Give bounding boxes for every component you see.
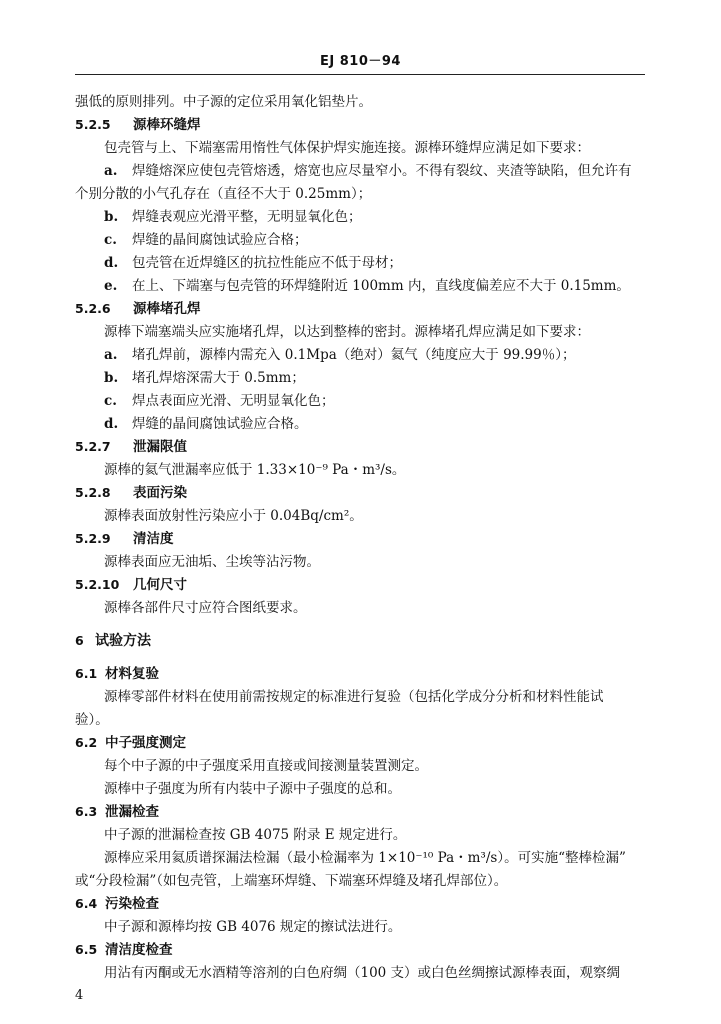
section-title: 表面污染 bbox=[133, 485, 187, 501]
list-text: 焊缝熔深应使包壳管熔透，熔宽也应尽量窄小。不得有裂纹、夹渣等缺陷，但允许有 bbox=[132, 163, 632, 179]
paragraph-line: 或“分段检漏”（如包壳管，上端塞环焊缝、下端塞环焊缝及堵孔焊部位）。 bbox=[75, 873, 508, 889]
list-text: 在上、下端塞与包壳管的环焊缝附近 100mm 内，直线度偏差应不大于 0.15mm。 bbox=[132, 278, 630, 294]
section-number: 5.2.9 bbox=[75, 531, 111, 546]
section-title: 源棒环缝焊 bbox=[133, 117, 201, 133]
list-marker: b. bbox=[104, 370, 119, 386]
paragraph-line: 源棒的氦气泄漏率应低于 1.33×10⁻⁹ Pa・m³/s。 bbox=[104, 462, 406, 478]
heading-5-2-10 bbox=[75, 574, 650, 596]
paragraph-line: 中子源的泄漏检查按 GB 4075 附录 E 规定进行。 bbox=[104, 827, 407, 843]
paragraph-line: 源棒应采用氦质谱探漏法检漏（最小检漏率为 1×10⁻¹⁰ Pa・m³/s）。可实施“整棒检漏” bbox=[104, 850, 626, 866]
section-number: 6.1 bbox=[75, 666, 98, 681]
list-item bbox=[104, 390, 650, 412]
paragraph-line: 源棒表面放射性污染应小于 0.04Bq/cm²。 bbox=[104, 508, 363, 524]
list-item bbox=[104, 367, 650, 389]
section-title: 泄漏限值 bbox=[133, 439, 187, 455]
section-title: 源棒堵孔焊 bbox=[133, 301, 201, 317]
heading-5-2-9 bbox=[75, 528, 650, 550]
list-marker: c. bbox=[104, 393, 117, 409]
page-number: 4 bbox=[75, 988, 84, 1003]
list-marker: a. bbox=[104, 163, 118, 179]
list-item bbox=[104, 344, 650, 366]
list-text: 焊缝的晶间腐蚀试验应合格。 bbox=[132, 416, 308, 432]
list-item bbox=[104, 160, 650, 182]
list-text: 堵孔焊前，源棒内需充入 0.1Mpa（绝对）氦气（纯度应大于 99.99％）； bbox=[132, 347, 576, 363]
paragraph-line: 强低的原则排列。中子源的定位采用氧化铝垫片。 bbox=[75, 94, 372, 110]
heading-6-5 bbox=[75, 939, 650, 961]
heading-6-1 bbox=[75, 663, 650, 685]
paragraph-line: 用沾有丙酮或无水酒精等溶剂的白色府绸（100 支）或白色丝绸擦试源棒表面，观察绸 bbox=[104, 965, 621, 981]
heading-5-2-8 bbox=[75, 482, 650, 504]
section-number: 6.2 bbox=[75, 735, 98, 750]
paragraph-line: 源棒表面应无油垢、尘埃等沾污物。 bbox=[104, 554, 320, 570]
heading-5-2-7 bbox=[75, 436, 650, 458]
section-title: 中子强度测定 bbox=[105, 735, 186, 751]
section-number: 5.2.7 bbox=[75, 439, 111, 454]
section-number: 6.4 bbox=[75, 896, 98, 911]
list-item bbox=[104, 252, 650, 274]
list-item bbox=[104, 229, 650, 251]
list-marker: d. bbox=[104, 416, 119, 432]
list-text: 焊缝表观应光滑平整，无明显氧化色； bbox=[132, 209, 362, 225]
paragraph-line: 源棒零部件材料在使用前需按规定的标准进行复验（包括化学成分分析和材料性能试 bbox=[104, 689, 604, 705]
heading-5-2-6 bbox=[75, 298, 650, 320]
section-number: 5.2.5 bbox=[75, 117, 111, 132]
section-number: 6.5 bbox=[75, 942, 98, 957]
paragraph-line: 源棒各部件尺寸应符合图纸要求。 bbox=[104, 600, 307, 616]
section-number: 6 bbox=[75, 633, 84, 648]
list-item bbox=[104, 206, 650, 228]
list-text: 焊点表面应光滑、无明显氧化色； bbox=[132, 393, 335, 409]
section-title: 材料复验 bbox=[105, 666, 159, 682]
paragraph-line: 验）。 bbox=[75, 712, 109, 728]
section-number: 5.2.6 bbox=[75, 301, 111, 316]
heading-6-2 bbox=[75, 732, 650, 754]
list-marker: d. bbox=[104, 255, 119, 271]
paragraph-line: 源棒下端塞端头应实施堵孔焊，以达到整棒的密封。源棒堵孔焊应满足如下要求： bbox=[104, 324, 590, 340]
list-marker: a. bbox=[104, 347, 118, 363]
section-title: 清洁度 bbox=[133, 531, 174, 547]
paragraph-line: 中子源和源棒均按 GB 4076 规定的擦试法进行。 bbox=[104, 919, 402, 935]
list-marker: b. bbox=[104, 209, 119, 225]
list-marker: e. bbox=[104, 278, 118, 294]
section-title: 污染检查 bbox=[105, 896, 159, 912]
section-number: 5.2.8 bbox=[75, 485, 111, 500]
section-title: 几何尺寸 bbox=[133, 577, 187, 593]
section-number: 6.3 bbox=[75, 804, 98, 819]
paragraph-line: 每个中子源的中子强度采用直接或间接测量装置测定。 bbox=[104, 758, 428, 774]
list-item bbox=[104, 275, 650, 297]
list-item bbox=[104, 413, 650, 435]
list-text: 堵孔焊熔深需大于 0.5mm； bbox=[132, 370, 305, 386]
section-title: 清洁度检查 bbox=[105, 942, 173, 958]
section-title: 泄漏检查 bbox=[105, 804, 159, 820]
section-title: 试验方法 bbox=[95, 633, 151, 649]
paragraph-line: 包壳管与上、下端塞需用惰性气体保护焊实施连接。源棒环缝焊应满足如下要求： bbox=[104, 140, 590, 156]
list-marker: c. bbox=[104, 232, 117, 248]
header-rule bbox=[75, 74, 645, 75]
paragraph-line: 源棒中子强度为所有内装中子源中子强度的总和。 bbox=[104, 781, 401, 797]
list-text: 包壳管在近焊缝区的抗拉性能应不低于母材； bbox=[132, 255, 402, 271]
heading-6-3 bbox=[75, 801, 650, 823]
heading-6 bbox=[75, 630, 650, 652]
section-number: 5.2.10 bbox=[75, 577, 120, 592]
heading-5-2-5 bbox=[75, 114, 650, 136]
list-text: 焊缝的晶间腐蚀试验应合格； bbox=[132, 232, 308, 248]
paragraph-line: 个别分散的小气孔存在（直径不大于 0.25mm）； bbox=[75, 186, 372, 202]
heading-6-4 bbox=[75, 893, 650, 915]
document-code: EJ 810－94 bbox=[320, 54, 401, 69]
